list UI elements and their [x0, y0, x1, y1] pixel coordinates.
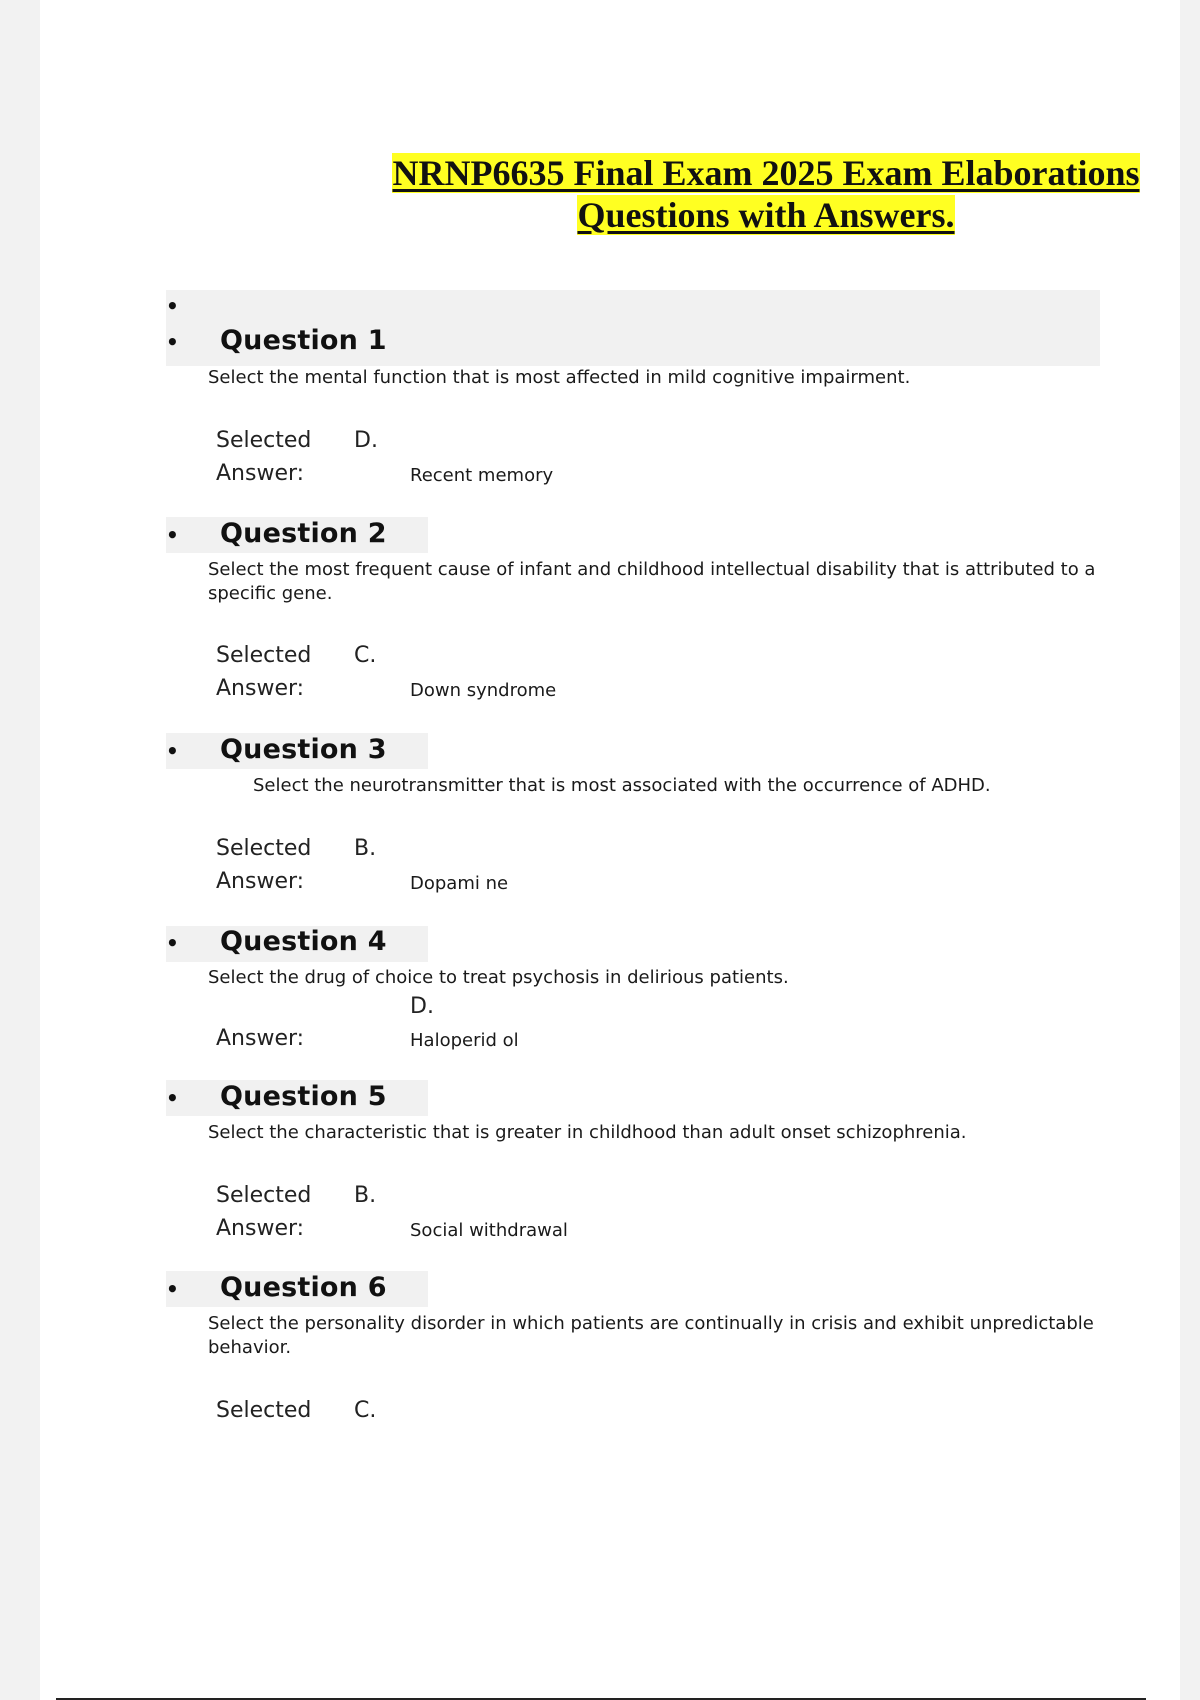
- question-2-answer-label: Answer:: [216, 676, 305, 701]
- document-page: [40, 0, 1180, 1700]
- question-1-selected-label: Selected: [216, 428, 312, 453]
- question-4-answer-label: Answer:: [216, 1026, 305, 1051]
- question-3-text: Select the neurotransmitter that is most associated with the occurrence of ADHD.: [253, 775, 991, 796]
- question-6-heading: Question 6: [220, 1272, 387, 1303]
- question-5-selected-label: Selected: [216, 1183, 312, 1208]
- question-2-heading: Question 2: [220, 518, 387, 549]
- bullet-question-3: •: [166, 739, 179, 763]
- title-line-2: Questions with Answers.: [577, 195, 955, 235]
- question-2-selected-letter: C.: [354, 643, 377, 668]
- question-6-text: Select the personality disorder in which patients are continually in crisis and exhibit unpredictable behavior.: [208, 1313, 1094, 1358]
- question-4-text: Select the drug of choice to treat psychosis in delirious patients.: [208, 967, 789, 988]
- question-5-text: Select the characteristic that is greater in childhood than adult onset schizophrenia.: [208, 1122, 967, 1143]
- question-2-text: Select the most frequent cause of infant and childhood intellectual disability that is attributed to a specific gene.: [208, 559, 1096, 604]
- question-3-answer: Dopami ne: [410, 873, 509, 894]
- question-5-selected-letter: B.: [354, 1183, 377, 1208]
- title-line-1: NRNP6635 Final Exam 2025 Exam Elaborations: [392, 153, 1140, 193]
- question-4-selected-letter: D.: [410, 994, 434, 1019]
- question-4-heading: Question 4: [220, 926, 387, 957]
- question-1-answer-label: Answer:: [216, 461, 305, 486]
- question-5-answer: Social withdrawal: [410, 1220, 568, 1241]
- question-5-answer-label: Answer:: [216, 1216, 305, 1241]
- question-1-selected-letter: D.: [354, 428, 378, 453]
- bullet-question-5: •: [166, 1086, 179, 1110]
- question-3-answer-label: Answer:: [216, 869, 305, 894]
- question-3-selected-letter: B.: [354, 836, 377, 861]
- bullet-empty: •: [166, 294, 179, 318]
- question-6-selected-letter: C.: [354, 1398, 377, 1423]
- question-3-selected-label: Selected: [216, 836, 312, 861]
- question-1-text: Select the mental function that is most affected in mild cognitive impairment.: [208, 367, 911, 388]
- question-1-answer: Recent memory: [410, 465, 554, 486]
- question-5-heading: Question 5: [220, 1081, 387, 1112]
- question-3-heading: Question 3: [220, 734, 387, 765]
- question-1-heading: Question 1: [220, 325, 387, 356]
- bullet-question-1: •: [166, 330, 179, 354]
- bullet-question-2: •: [166, 523, 179, 547]
- document-title: [386, 152, 1146, 236]
- bullet-question-6: •: [166, 1277, 179, 1301]
- question-2-selected-label: Selected: [216, 643, 312, 668]
- bullet-question-4: •: [166, 931, 179, 955]
- question-4-answer: Haloperid ol: [410, 1030, 519, 1051]
- question-6-selected-label: Selected: [216, 1398, 312, 1423]
- question-2-answer: Down syndrome: [410, 680, 557, 701]
